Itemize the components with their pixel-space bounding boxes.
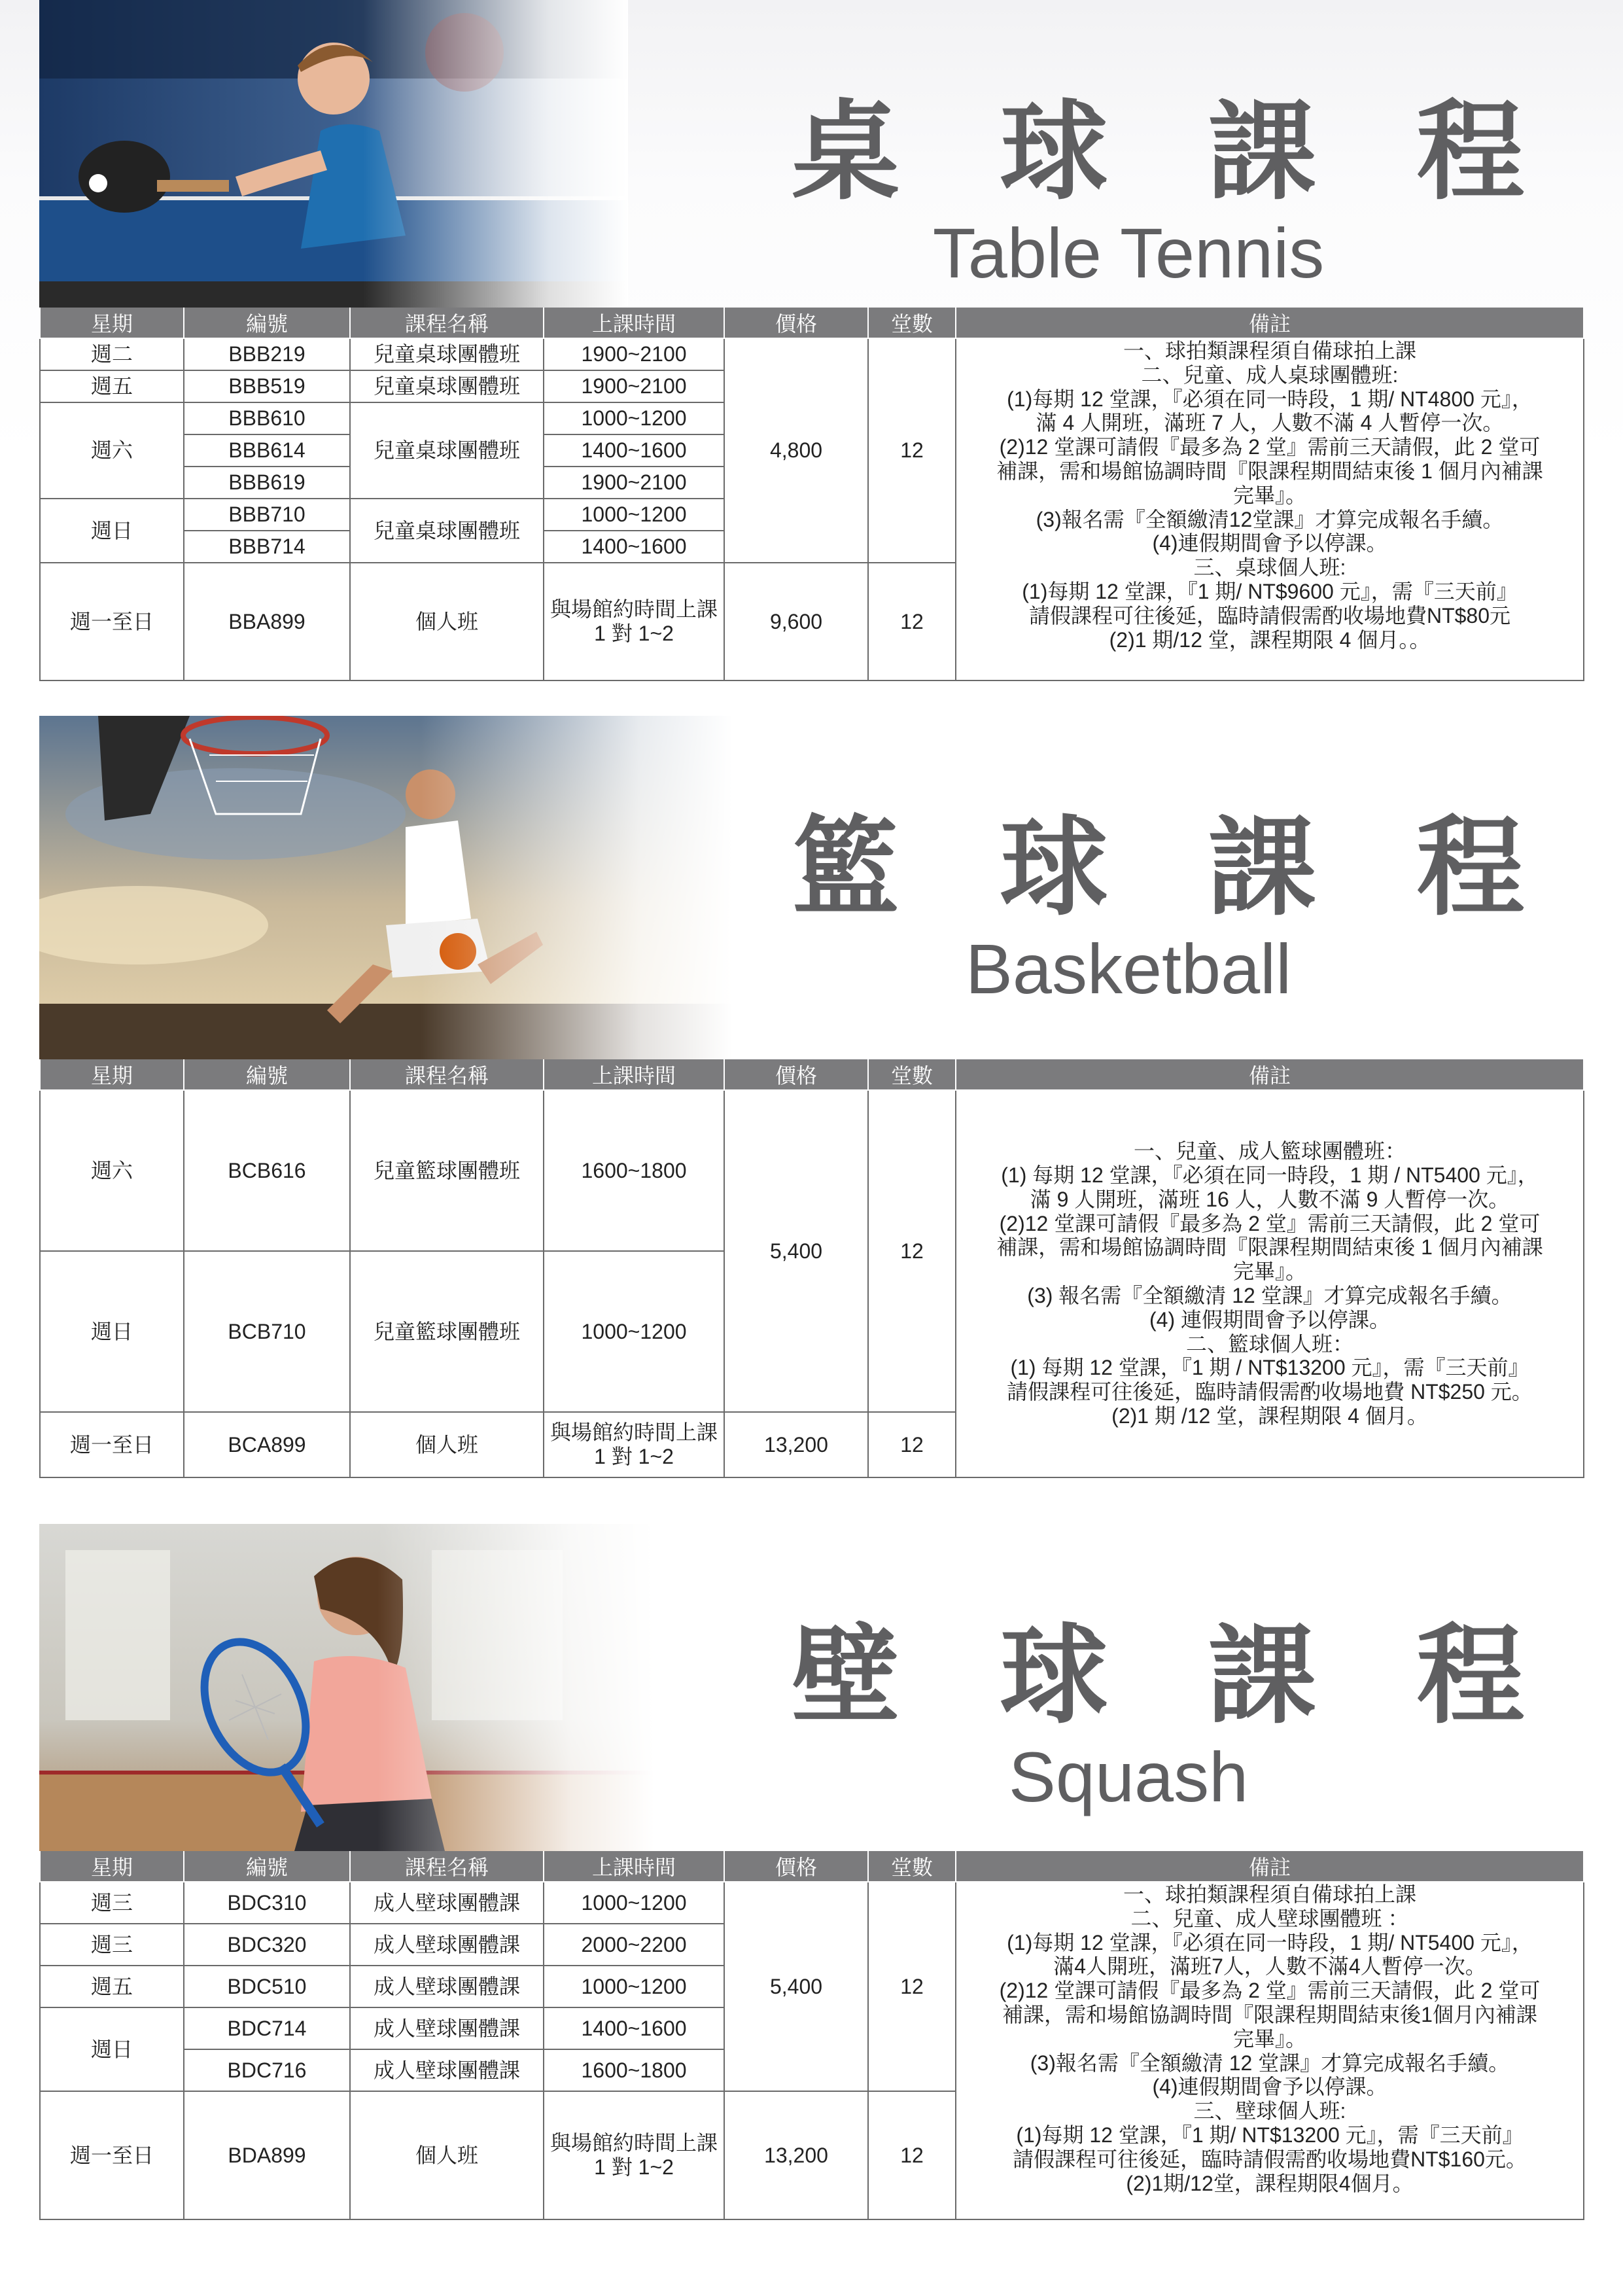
table-row [40, 1090, 1584, 1251]
squash-photo [39, 1524, 654, 1851]
table-header [40, 308, 1584, 338]
cell-code: BBB519 [184, 370, 350, 402]
cell-day: 週一至日 [40, 2091, 184, 2219]
group-sessions: 12 [868, 1090, 956, 1412]
cell-time [544, 1412, 724, 1477]
table-tennis-titles [792, 89, 1556, 292]
cell-code: BBB614 [184, 434, 350, 467]
cell-name: 兒童籃球團體班 [350, 1251, 544, 1412]
cell-day: 週六 [40, 1090, 184, 1251]
cell-name: 成人壁球團體課 [350, 2049, 544, 2091]
cell-time: 1000~1200 [544, 499, 724, 531]
cell-time: 1600~1800 [544, 1090, 724, 1251]
cell-code: BCA899 [184, 1412, 350, 1477]
col-sessions: 堂數 [868, 308, 956, 338]
col-time: 上課時間 [544, 308, 724, 338]
section-title-en: Basketball [965, 929, 1292, 1008]
cell-day: 週五 [40, 370, 184, 402]
cell-name: 成人壁球團體課 [350, 1924, 544, 1966]
cell-time: 1400~1600 [544, 2007, 724, 2049]
col-code: 編號 [184, 1059, 350, 1090]
time-line1: 與場館約時間上課 [550, 597, 718, 622]
cell-time: 1900~2100 [544, 338, 724, 370]
cell-day: 週日 [40, 499, 184, 563]
cell-time: 1000~1200 [544, 1251, 724, 1412]
cell-name: 兒童桌球團體班 [350, 499, 544, 563]
basketball-photo [39, 716, 733, 1059]
cell-code: BDC510 [184, 1966, 350, 2007]
cell-name: 兒童桌球團體班 [350, 402, 544, 499]
cell-time: 2000~2200 [544, 1924, 724, 1966]
cell-name: 成人壁球團體課 [350, 2007, 544, 2049]
col-code: 編號 [184, 308, 350, 338]
col-price: 價格 [724, 1851, 868, 1882]
col-price: 價格 [724, 1059, 868, 1090]
table-header [40, 1059, 1584, 1090]
table-header [40, 1851, 1584, 1882]
col-time: 上課時間 [544, 1059, 724, 1090]
cell-name: 兒童桌球團體班 [350, 338, 544, 370]
squash-section [39, 1524, 1583, 2231]
private-price: 9,600 [724, 563, 868, 680]
private-price: 13,200 [724, 2091, 868, 2219]
cell-name: 成人壁球團體課 [350, 1882, 544, 1924]
private-sessions: 12 [868, 563, 956, 680]
group-sessions: 12 [868, 338, 956, 563]
cell-name: 兒童桌球團體班 [350, 370, 544, 402]
group-price: 5,400 [724, 1090, 868, 1412]
cell-time: 1000~1200 [544, 1966, 724, 2007]
col-sessions: 堂數 [868, 1059, 956, 1090]
cell-time: 1400~1600 [544, 531, 724, 563]
cell-code: BBB219 [184, 338, 350, 370]
private-price: 13,200 [724, 1412, 868, 1477]
cell-code: BDA899 [184, 2091, 350, 2219]
private-sessions: 12 [868, 1412, 956, 1477]
section-title-en: Squash [1008, 1737, 1249, 1816]
col-day: 星期 [40, 1059, 184, 1090]
cell-time: 1900~2100 [544, 467, 724, 499]
col-name: 課程名稱 [350, 1059, 544, 1090]
group-sessions: 12 [868, 1882, 956, 2091]
time-line1: 與場館約時間上課 [550, 2131, 718, 2155]
cell-code: BBB714 [184, 531, 350, 563]
cell-name: 個人班 [350, 2091, 544, 2219]
cell-code: BDC320 [184, 1924, 350, 1966]
cell-day: 週日 [40, 2007, 184, 2091]
basketball-table [39, 1059, 1584, 1478]
col-day: 星期 [40, 1851, 184, 1882]
cell-time: 1000~1200 [544, 402, 724, 434]
cell-code: BBB610 [184, 402, 350, 434]
table-tennis-table [39, 308, 1584, 681]
cell-time [544, 2091, 724, 2219]
col-name: 課程名稱 [350, 308, 544, 338]
time-line1: 與場館約時間上課 [550, 1421, 718, 1445]
table-row [40, 338, 1584, 370]
cell-day: 週三 [40, 1882, 184, 1924]
cell-code: BCB616 [184, 1090, 350, 1251]
squash-titles [792, 1613, 1556, 1816]
cell-day: 週一至日 [40, 1412, 184, 1477]
table-row [40, 1882, 1584, 1924]
col-code: 編號 [184, 1851, 350, 1882]
table-tennis-section [39, 0, 1583, 684]
col-notes: 備註 [956, 1059, 1584, 1090]
cell-code: BDC310 [184, 1882, 350, 1924]
cell-name: 兒童籃球團體班 [350, 1090, 544, 1251]
cell-time: 1000~1200 [544, 1882, 724, 1924]
group-price: 5,400 [724, 1882, 868, 2091]
section-title-zh: 籃 球 課 程 [792, 805, 1556, 930]
section-title-zh: 桌 球 課 程 [792, 89, 1556, 215]
cell-code: BCB710 [184, 1251, 350, 1412]
notes-cell: 一、兒童、成人籃球團體班： (1) 每期 12 堂課，『必須在同一時段，1 期 / NT5400 元』， 滿 9 人開班，滿班 16 人，人數不滿 9 人暫停一次。 (2)12 堂課可請假『最多為 2 堂』需前三天請假，此 2 堂可 補課，需和場館協調時間『限課程期間結束後 1 個月內補課 完畢』。 (3) 報名需『全額繳清 12 堂課』才算完成報名手續。 (4) 連假期間會予以停課。 二、籃球個人班： (1) 每期 12 堂課，『1 期 / NT$13200 元』，需『三天前』 請假課程可往後延，臨時請假需酌收場地費 NT$250 元。 (2)1 期 /12 堂，課程期限 4 個月。 [956, 1090, 1584, 1477]
private-sessions: 12 [868, 2091, 956, 2219]
col-day: 星期 [40, 308, 184, 338]
section-title-en: Table Tennis [932, 213, 1325, 292]
section-title-zh: 壁 球 課 程 [792, 1613, 1556, 1739]
table-tennis-photo [39, 0, 628, 308]
notes-cell: 一、球拍類課程須自備球拍上課 二、兒童、成人壁球團體班 ： (1)每期 12 堂課，『必須在同一時段，1 期/ NT5400 元』， 滿4人開班，滿班7人，人數不滿4人暫停一次。 (2)12 堂課可請假『最多為 2 堂』需前三天請假，此 2 堂可 補課，需和場館協調時間『限課程期間結束後1個月內補課 完畢』。 (3)報名需『全額繳清 12 堂課』才算完成報名手續。 (4)連假期間會予以停課。 三、壁球個人班: (1)每期 12 堂課，『1 期/ NT$13200 元』，需『三天前』 請假課程可往後延，臨時請假需酌收場地費NT$160元。 (2)1期/12堂，課程期限4個月。 [956, 1882, 1584, 2219]
cell-time: 1400~1600 [544, 434, 724, 467]
notes-cell: 一、球拍類課程須自備球拍上課 二、兒童、成人桌球團體班: (1)每期 12 堂課，『必須在同一時段，1 期/ NT4800 元』， 滿 4 人開班，滿班 7 人，人數不滿 4 人暫停一次。 (2)12 堂課可請假『最多為 2 堂』需前三天請假，此 2 堂可 補課，需和場館協調時間『限課程期間結束後 1 個月內補課 完畢』。 (3)報名需『全額繳清12堂課』才算完成報名手續。 (4)連假期間會予以停課。 三、桌球個人班: (1)每期 12 堂課，『1 期/ NT$9600 元』，需『三天前』 請假課程可往後延，臨時請假需酌收場地費NT$80元 (2)1 期/12 堂，課程期限 4 個月。。 [956, 338, 1584, 680]
cell-name: 個人班 [350, 1412, 544, 1477]
cell-day: 週六 [40, 402, 184, 499]
cell-day: 週三 [40, 1924, 184, 1966]
col-time: 上課時間 [544, 1851, 724, 1882]
cell-name: 個人班 [350, 563, 544, 680]
cell-code: BBA899 [184, 563, 350, 680]
cell-name: 成人壁球團體課 [350, 1966, 544, 2007]
cell-day: 週日 [40, 1251, 184, 1412]
cell-time: 1900~2100 [544, 370, 724, 402]
col-name: 課程名稱 [350, 1851, 544, 1882]
cell-time [544, 563, 724, 680]
col-price: 價格 [724, 308, 868, 338]
time-line2: 1 對 1~2 [594, 622, 674, 645]
cell-code: BBB710 [184, 499, 350, 531]
cell-day: 週五 [40, 1966, 184, 2007]
squash-table [39, 1851, 1584, 2220]
cell-day: 週二 [40, 338, 184, 370]
time-line2: 1 對 1~2 [594, 1445, 674, 1468]
cell-code: BDC716 [184, 2049, 350, 2091]
col-sessions: 堂數 [868, 1851, 956, 1882]
time-line2: 1 對 1~2 [594, 2155, 674, 2179]
col-notes: 備註 [956, 1851, 1584, 1882]
group-price: 4,800 [724, 338, 868, 563]
cell-code: BDC714 [184, 2007, 350, 2049]
cell-time: 1600~1800 [544, 2049, 724, 2091]
basketball-section [39, 716, 1583, 1481]
cell-code: BBB619 [184, 467, 350, 499]
cell-day: 週一至日 [40, 563, 184, 680]
basketball-titles [792, 805, 1556, 1008]
col-notes: 備註 [956, 308, 1584, 338]
